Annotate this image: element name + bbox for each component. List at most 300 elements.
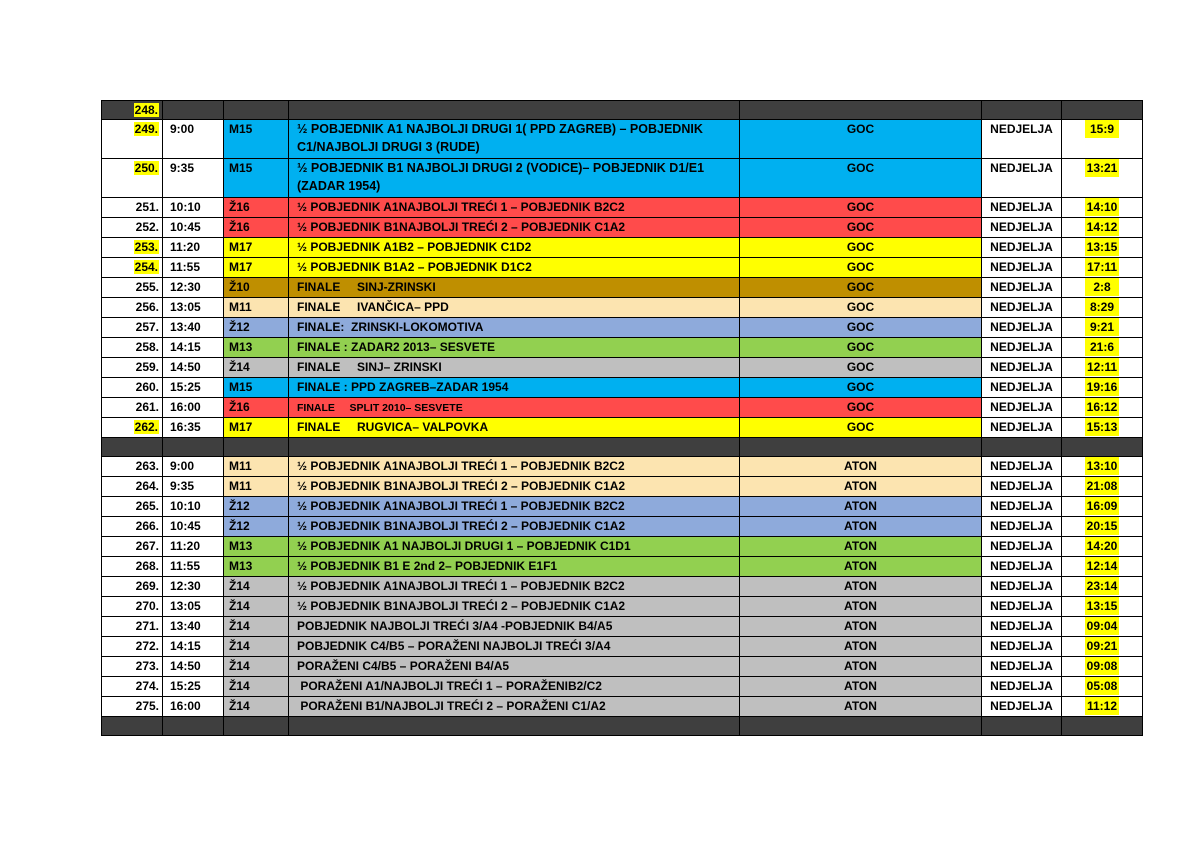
match-score-cell: [1062, 497, 1143, 517]
match-score-cell: [1062, 338, 1143, 358]
match-description: [289, 120, 740, 159]
match-number-cell: [102, 597, 163, 617]
match-text: FINALE SINJ-ZRINSKI: [297, 280, 436, 294]
match-venue: ATON: [740, 677, 982, 697]
match-number-cell: [102, 457, 163, 477]
match-category: Ž14: [224, 657, 289, 677]
match-number: 269.: [135, 579, 159, 593]
band-cell: [289, 438, 740, 457]
match-text: ½ POBJEDNIK B1NAJBOLJI TREĆI 2 – POBJEDNIK C1A2: [297, 519, 626, 533]
match-category: Ž14: [224, 677, 289, 697]
match-score: 21:6: [1085, 338, 1119, 356]
match-row: [102, 218, 1143, 238]
match-day: NEDJELJA: [982, 198, 1062, 218]
match-number-cell: [102, 318, 163, 338]
match-score: 21:08: [1086, 479, 1118, 493]
match-time: 9:35: [163, 159, 224, 198]
match-venue: ATON: [740, 657, 982, 677]
match-row: [102, 677, 1143, 697]
match-score-cell: [1062, 597, 1143, 617]
match-score: 20:15: [1086, 519, 1118, 533]
match-score: 17:11: [1086, 260, 1118, 274]
band-cell: [224, 717, 289, 736]
match-number-cell: [102, 577, 163, 597]
match-number-cell: [102, 537, 163, 557]
match-row: [102, 278, 1143, 298]
match-day: NEDJELJA: [982, 697, 1062, 717]
match-number-cell: [102, 198, 163, 218]
match-number: 260.: [135, 380, 159, 394]
match-number: 251.: [135, 200, 159, 214]
match-score: 09:21: [1086, 639, 1118, 653]
match-number-cell: [102, 338, 163, 358]
match-category: Ž16: [224, 398, 289, 418]
match-day: NEDJELJA: [982, 218, 1062, 238]
match-time: 16:00: [163, 697, 224, 717]
match-number: 257.: [135, 320, 159, 334]
match-row: [102, 637, 1143, 657]
match-time: 10:45: [163, 517, 224, 537]
band-cell: [163, 438, 224, 457]
match-description: [289, 358, 740, 378]
match-description: [289, 697, 740, 717]
match-row: [102, 597, 1143, 617]
match-time: 14:50: [163, 358, 224, 378]
band-cell: [740, 717, 982, 736]
match-venue: ATON: [740, 637, 982, 657]
match-category: M11: [224, 477, 289, 497]
match-day: NEDJELJA: [982, 577, 1062, 597]
match-day: NEDJELJA: [982, 398, 1062, 418]
band-cell: [289, 101, 740, 120]
match-time: 12:30: [163, 577, 224, 597]
match-row: [102, 198, 1143, 218]
match-score-cell: [1062, 298, 1143, 318]
match-row: [102, 159, 1143, 198]
match-number: 268.: [135, 559, 159, 573]
match-day: NEDJELJA: [982, 617, 1062, 637]
band-cell: [740, 101, 982, 120]
match-venue: GOC: [740, 298, 982, 318]
match-number: 262.: [134, 420, 158, 434]
match-time: 11:20: [163, 537, 224, 557]
match-number: 263.: [135, 459, 159, 473]
match-venue: GOC: [740, 278, 982, 298]
match-score-cell: [1062, 238, 1143, 258]
match-description: [289, 537, 740, 557]
match-description: [289, 378, 740, 398]
match-day: NEDJELJA: [982, 517, 1062, 537]
match-description: [289, 218, 740, 238]
match-number-cell: [102, 557, 163, 577]
band-cell: [102, 438, 163, 457]
match-score-cell: [1062, 457, 1143, 477]
match-category: M15: [224, 120, 289, 159]
match-row: [102, 238, 1143, 258]
match-score: 16:09: [1086, 499, 1118, 513]
match-number-cell: [102, 637, 163, 657]
match-time: 9:00: [163, 457, 224, 477]
match-day: NEDJELJA: [982, 238, 1062, 258]
match-score: 11:12: [1086, 699, 1118, 713]
match-time: 11:55: [163, 258, 224, 278]
match-day: NEDJELJA: [982, 258, 1062, 278]
match-venue: ATON: [740, 517, 982, 537]
match-category: M11: [224, 298, 289, 318]
match-score: 16:12: [1086, 400, 1118, 414]
match-number-cell: [102, 298, 163, 318]
match-number-cell: [102, 497, 163, 517]
match-number-cell: [102, 218, 163, 238]
match-category: M15: [224, 378, 289, 398]
match-score-cell: [1062, 677, 1143, 697]
match-description: [289, 457, 740, 477]
match-row: [102, 338, 1143, 358]
match-number: 255.: [135, 280, 159, 294]
match-number: 275.: [135, 699, 159, 713]
match-text: FINALE SINJ– ZRINSKI: [297, 360, 442, 374]
match-score: 14:10: [1086, 200, 1118, 214]
match-score-cell: [1062, 557, 1143, 577]
match-time: 15:25: [163, 378, 224, 398]
band-cell: [289, 717, 740, 736]
band-cell: [224, 101, 289, 120]
match-category: Ž12: [224, 517, 289, 537]
band-cell: [982, 717, 1062, 736]
match-time: 13:40: [163, 617, 224, 637]
match-category: M11: [224, 457, 289, 477]
match-score: 09:04: [1086, 619, 1118, 633]
match-number: 252.: [135, 220, 159, 234]
match-number-cell: [102, 617, 163, 637]
match-number-cell: [102, 398, 163, 418]
match-category: M13: [224, 537, 289, 557]
match-text: ½ POBJEDNIK B1NAJBOLJI TREĆI 2 – POBJEDNIK C1A2: [297, 479, 626, 493]
band-cell: [740, 438, 982, 457]
match-day: NEDJELJA: [982, 677, 1062, 697]
match-score-cell: [1062, 358, 1143, 378]
match-number: 272.: [135, 639, 159, 653]
match-description: [289, 318, 740, 338]
match-description: [289, 159, 740, 198]
match-venue: ATON: [740, 597, 982, 617]
band-cell: [1062, 717, 1143, 736]
match-venue: ATON: [740, 557, 982, 577]
match-score: 2:8: [1085, 278, 1119, 296]
match-venue: ATON: [740, 457, 982, 477]
match-time: 9:35: [163, 477, 224, 497]
match-score-cell: [1062, 378, 1143, 398]
match-time: 13:05: [163, 597, 224, 617]
match-venue: GOC: [740, 398, 982, 418]
match-description: [289, 557, 740, 577]
match-category: Ž14: [224, 637, 289, 657]
match-category: M17: [224, 258, 289, 278]
match-number-cell: [102, 358, 163, 378]
match-text: PORAŽENI C4/B5 – PORAŽENI B4/A5: [297, 659, 510, 673]
match-venue: GOC: [740, 198, 982, 218]
match-text: ½ POBJEDNIK A1NAJBOLJI TREĆI 1 – POBJEDNIK B2C2: [297, 579, 625, 593]
match-row: [102, 517, 1143, 537]
match-score: 23:14: [1086, 579, 1118, 593]
match-category: Ž14: [224, 358, 289, 378]
match-text: PORAŽENI A1/NAJBOLJI TREĆI 1 – PORAŽENIB2/C2: [297, 679, 602, 693]
match-number: 256.: [135, 300, 159, 314]
match-text: PORAŽENI B1/NAJBOLJI TREĆI 2 – PORAŽENI C1/A2: [297, 699, 606, 713]
match-text: ½ POBJEDNIK A1 NAJBOLJI DRUGI 1( PPD ZAGREB) – POBJEDNIK C1/NAJBOLJI DRUGI 3 (RUDE): [297, 122, 707, 154]
match-score: 13:21: [1086, 161, 1118, 175]
match-time: 13:40: [163, 318, 224, 338]
match-score-cell: [1062, 278, 1143, 298]
match-number: 261.: [135, 400, 159, 414]
match-score-cell: [1062, 637, 1143, 657]
match-description: [289, 238, 740, 258]
match-day: NEDJELJA: [982, 477, 1062, 497]
match-time: 14:15: [163, 637, 224, 657]
band-cell: [102, 717, 163, 736]
match-day: NEDJELJA: [982, 657, 1062, 677]
match-row: [102, 557, 1143, 577]
match-score-cell: [1062, 537, 1143, 557]
match-text: ½ POBJEDNIK A1NAJBOLJI TREĆI 1 – POBJEDNIK B2C2: [297, 499, 625, 513]
match-number-cell: [102, 278, 163, 298]
match-description: [289, 198, 740, 218]
match-text: FINALE RUGVICA– VALPOVKA: [297, 420, 489, 434]
match-score-cell: [1062, 159, 1143, 198]
match-score: 05:08: [1086, 679, 1118, 693]
match-row: [102, 497, 1143, 517]
match-venue: ATON: [740, 497, 982, 517]
match-day: NEDJELJA: [982, 120, 1062, 159]
match-category: Ž16: [224, 218, 289, 238]
footer-band-row: [102, 717, 1143, 736]
match-text: FINALE IVANČICA– PPD: [297, 300, 449, 314]
match-score: 12:11: [1086, 360, 1118, 374]
match-number-cell: [102, 677, 163, 697]
match-time: 14:15: [163, 338, 224, 358]
match-row: [102, 418, 1143, 438]
match-category: Ž10: [224, 278, 289, 298]
match-text: ½ POBJEDNIK B1 NAJBOLJI DRUGI 2 (VODICE)– POBJEDNIK D1/E1 (ZADAR 1954): [297, 161, 708, 193]
match-row: [102, 398, 1143, 418]
band-cell: [1062, 438, 1143, 457]
match-number: 271.: [135, 619, 159, 633]
match-score: 15:9: [1085, 120, 1119, 138]
match-score-cell: [1062, 120, 1143, 159]
match-description: [289, 597, 740, 617]
match-category: Ž12: [224, 497, 289, 517]
match-venue: ATON: [740, 477, 982, 497]
match-venue: ATON: [740, 537, 982, 557]
match-number-cell: [102, 378, 163, 398]
match-day: NEDJELJA: [982, 597, 1062, 617]
match-text: FINALE : ZADAR2 2013– SESVETE: [297, 340, 496, 354]
header-num-cell: [102, 101, 163, 120]
match-score: 12:14: [1086, 559, 1118, 573]
match-category: Ž12: [224, 318, 289, 338]
match-number-cell: [102, 238, 163, 258]
match-number: 267.: [135, 539, 159, 553]
match-day: NEDJELJA: [982, 378, 1062, 398]
match-text: ½ POBJEDNIK A1NAJBOLJI TREĆI 1 – POBJEDNIK B2C2: [297, 200, 625, 214]
match-row: [102, 617, 1143, 637]
match-category: Ž16: [224, 198, 289, 218]
match-venue: GOC: [740, 120, 982, 159]
match-text: FINALE : PPD ZAGREB–ZADAR 1954: [297, 380, 509, 394]
match-venue: GOC: [740, 378, 982, 398]
schedule-table: [101, 100, 1143, 736]
match-score-cell: [1062, 577, 1143, 597]
match-time: 12:30: [163, 278, 224, 298]
match-time: 10:10: [163, 198, 224, 218]
match-row: [102, 577, 1143, 597]
band-cell: [982, 438, 1062, 457]
match-day: NEDJELJA: [982, 338, 1062, 358]
match-day: NEDJELJA: [982, 358, 1062, 378]
match-venue: GOC: [740, 258, 982, 278]
match-number: 259.: [135, 360, 159, 374]
match-row: [102, 537, 1143, 557]
match-text: FINALE: ZRINSKI-LOKOMOTIVA: [297, 320, 484, 334]
match-time: 15:25: [163, 677, 224, 697]
match-venue: GOC: [740, 159, 982, 198]
match-time: 13:05: [163, 298, 224, 318]
match-number: 254.: [134, 260, 158, 274]
match-row: [102, 318, 1143, 338]
match-description: [289, 298, 740, 318]
match-score-cell: [1062, 418, 1143, 438]
match-row: [102, 457, 1143, 477]
match-number: 266.: [135, 519, 159, 533]
match-number-cell: [102, 517, 163, 537]
match-row: [102, 258, 1143, 278]
match-category: M13: [224, 557, 289, 577]
match-number: 274.: [135, 679, 159, 693]
match-venue: GOC: [740, 218, 982, 238]
separator-band-row: [102, 438, 1143, 457]
match-score-cell: [1062, 517, 1143, 537]
match-score: 19:16: [1086, 380, 1118, 394]
match-score-cell: [1062, 218, 1143, 238]
match-number-cell: [102, 159, 163, 198]
match-description: [289, 418, 740, 438]
match-number: 264.: [135, 479, 159, 493]
match-score: 13:15: [1086, 599, 1118, 613]
match-time: 9:00: [163, 120, 224, 159]
match-score: 15:13: [1086, 420, 1118, 434]
match-category: Ž14: [224, 617, 289, 637]
match-category: M15: [224, 159, 289, 198]
match-category: Ž14: [224, 597, 289, 617]
match-venue: ATON: [740, 697, 982, 717]
match-row: [102, 378, 1143, 398]
match-description: [289, 477, 740, 497]
match-text: ½ POBJEDNIK B1A2 – POBJEDNIK D1C2: [297, 260, 532, 274]
match-text: ½ POBJEDNIK B1NAJBOLJI TREĆI 2 – POBJEDNIK C1A2: [297, 599, 626, 613]
match-score: 8:29: [1085, 298, 1119, 316]
match-time: 10:45: [163, 218, 224, 238]
match-number-cell: [102, 418, 163, 438]
match-description: [289, 398, 740, 418]
header-band-row: [102, 101, 1143, 120]
match-number-cell: [102, 477, 163, 497]
schedule-body: [102, 101, 1143, 736]
band-cell: [982, 101, 1062, 120]
match-category: M13: [224, 338, 289, 358]
match-venue: GOC: [740, 238, 982, 258]
match-time: 16:00: [163, 398, 224, 418]
match-time: 11:55: [163, 557, 224, 577]
match-category: Ž14: [224, 697, 289, 717]
match-number-cell: [102, 697, 163, 717]
match-description: [289, 338, 740, 358]
match-row: [102, 657, 1143, 677]
match-row: [102, 477, 1143, 497]
match-time: 10:10: [163, 497, 224, 517]
match-text: ½ POBJEDNIK B1 E 2nd 2– POBJEDNIK E1F1: [297, 559, 558, 573]
match-score-cell: [1062, 318, 1143, 338]
match-day: NEDJELJA: [982, 159, 1062, 198]
match-time: 16:35: [163, 418, 224, 438]
match-venue: GOC: [740, 318, 982, 338]
match-description: [289, 258, 740, 278]
match-number: 258.: [135, 340, 159, 354]
match-day: NEDJELJA: [982, 278, 1062, 298]
match-day: NEDJELJA: [982, 457, 1062, 477]
match-venue: ATON: [740, 617, 982, 637]
match-score-cell: [1062, 617, 1143, 637]
match-row: [102, 358, 1143, 378]
match-description: [289, 637, 740, 657]
band-cell: [1062, 101, 1143, 120]
header-num: 248.: [134, 103, 158, 117]
match-score-cell: [1062, 198, 1143, 218]
band-cell: [163, 717, 224, 736]
match-score-cell: [1062, 477, 1143, 497]
match-score-cell: [1062, 398, 1143, 418]
match-description: [289, 497, 740, 517]
match-category: M17: [224, 418, 289, 438]
match-text: ½ POBJEDNIK A1B2 – POBJEDNIK C1D2: [297, 240, 532, 254]
match-score-cell: [1062, 697, 1143, 717]
match-day: NEDJELJA: [982, 557, 1062, 577]
match-day: NEDJELJA: [982, 418, 1062, 438]
match-text: ½ POBJEDNIK A1 NAJBOLJI DRUGI 1 – POBJEDNIK C1D1: [297, 539, 631, 553]
match-number-cell: [102, 120, 163, 159]
match-description: [289, 577, 740, 597]
match-number: 265.: [135, 499, 159, 513]
match-score: 14:20: [1086, 539, 1118, 553]
match-text: ½ POBJEDNIK A1NAJBOLJI TREĆI 1 – POBJEDNIK B2C2: [297, 459, 625, 473]
match-day: NEDJELJA: [982, 318, 1062, 338]
match-venue: GOC: [740, 338, 982, 358]
match-text: ½ POBJEDNIK B1NAJBOLJI TREĆI 2 – POBJEDNIK C1A2: [297, 220, 626, 234]
match-score: 13:10: [1086, 459, 1118, 473]
match-score-cell: [1062, 258, 1143, 278]
match-number: 270.: [135, 599, 159, 613]
match-score: 13:15: [1086, 240, 1118, 254]
match-score-cell: [1062, 657, 1143, 677]
match-row: [102, 120, 1143, 159]
match-number: 253.: [134, 240, 158, 254]
match-day: NEDJELJA: [982, 497, 1062, 517]
match-venue: GOC: [740, 358, 982, 378]
match-number: 249.: [134, 122, 158, 136]
match-row: [102, 697, 1143, 717]
match-row: [102, 298, 1143, 318]
match-day: NEDJELJA: [982, 298, 1062, 318]
match-number: 273.: [135, 659, 159, 673]
